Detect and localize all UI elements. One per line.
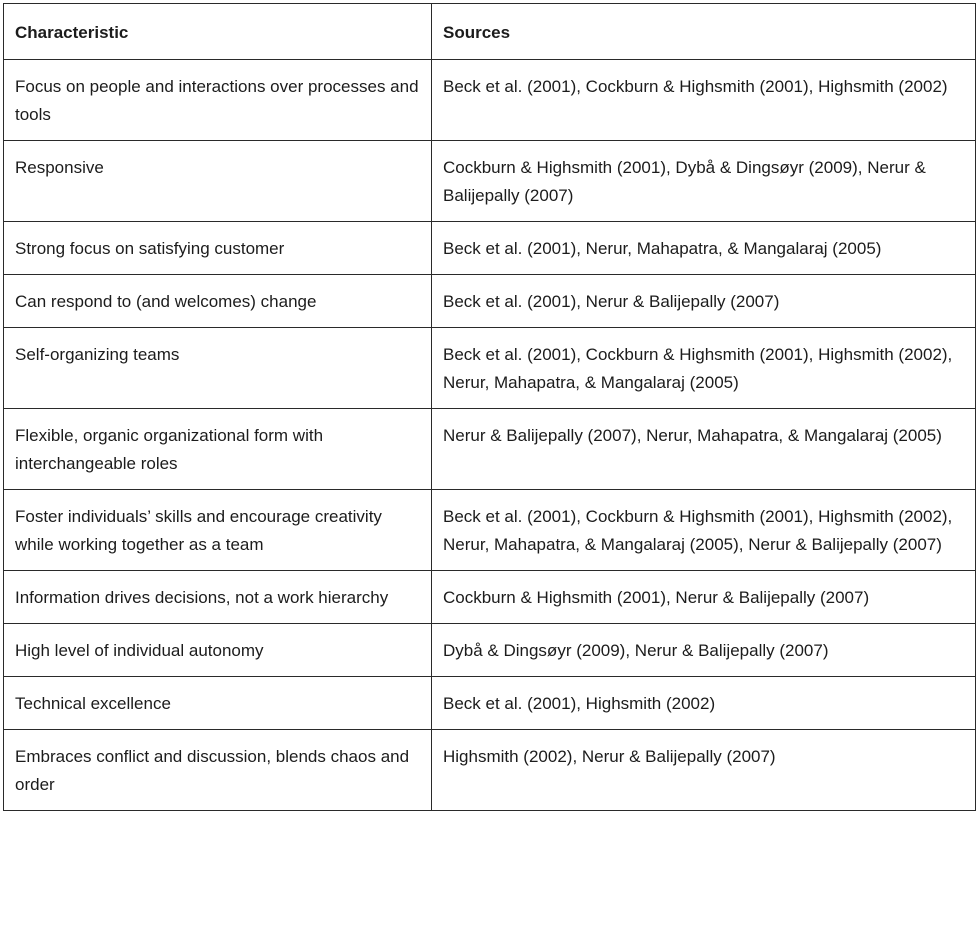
sources-cell: Beck et al. (2001), Nerur, Mahapatra, & Mangalaraj (2005) (432, 222, 976, 275)
header-sources: Sources (432, 4, 976, 60)
table-body (4, 60, 976, 811)
table-row (4, 328, 976, 409)
sources-cell: Nerur & Balijepally (2007), Nerur, Mahapatra, & Mangalaraj (2005) (432, 409, 976, 490)
table-row (4, 624, 976, 677)
characteristic-cell: Information drives decisions, not a work hierarchy (4, 571, 432, 624)
sources-cell: Beck et al. (2001), Highsmith (2002) (432, 677, 976, 730)
header-characteristic: Characteristic (4, 4, 432, 60)
characteristic-cell: High level of individual autonomy (4, 624, 432, 677)
table-header-row (4, 4, 976, 60)
characteristic-cell: Self-organizing teams (4, 328, 432, 409)
characteristic-cell: Embraces conflict and discussion, blends chaos and order (4, 730, 432, 811)
characteristic-cell: Strong focus on satisfying customer (4, 222, 432, 275)
characteristic-cell: Foster individuals’ skills and encourage creativity while working together as a team (4, 490, 432, 571)
sources-cell: Cockburn & Highsmith (2001), Dybå & Dingsøyr (2009), Nerur & Balijepally (2007) (432, 141, 976, 222)
sources-cell: Beck et al. (2001), Nerur & Balijepally (2007) (432, 275, 976, 328)
table-row (4, 490, 976, 571)
sources-cell: Beck et al. (2001), Cockburn & Highsmith (2001), Highsmith (2002), Nerur, Mahapatra, & Mangalaraj (2005) (432, 328, 976, 409)
sources-cell: Cockburn & Highsmith (2001), Nerur & Balijepally (2007) (432, 571, 976, 624)
characteristic-cell: Technical excellence (4, 677, 432, 730)
characteristic-cell: Focus on people and interactions over processes and tools (4, 60, 432, 141)
table-row (4, 275, 976, 328)
characteristic-cell: Can respond to (and welcomes) change (4, 275, 432, 328)
table-row (4, 409, 976, 490)
table-header (4, 4, 976, 60)
table-row (4, 60, 976, 141)
sources-cell: Dybå & Dingsøyr (2009), Nerur & Balijepally (2007) (432, 624, 976, 677)
table-row (4, 222, 976, 275)
table-row (4, 141, 976, 222)
sources-cell: Beck et al. (2001), Cockburn & Highsmith (2001), Highsmith (2002) (432, 60, 976, 141)
characteristic-cell: Flexible, organic organizational form with interchangeable roles (4, 409, 432, 490)
table-row (4, 677, 976, 730)
table-row (4, 571, 976, 624)
characteristic-cell: Responsive (4, 141, 432, 222)
characteristics-table (3, 3, 976, 811)
sources-cell: Beck et al. (2001), Cockburn & Highsmith (2001), Highsmith (2002), Nerur, Mahapatra, & Mangalaraj (2005), Nerur & Balijepally (2007) (432, 490, 976, 571)
table-row (4, 730, 976, 811)
sources-cell: Highsmith (2002), Nerur & Balijepally (2007) (432, 730, 976, 811)
